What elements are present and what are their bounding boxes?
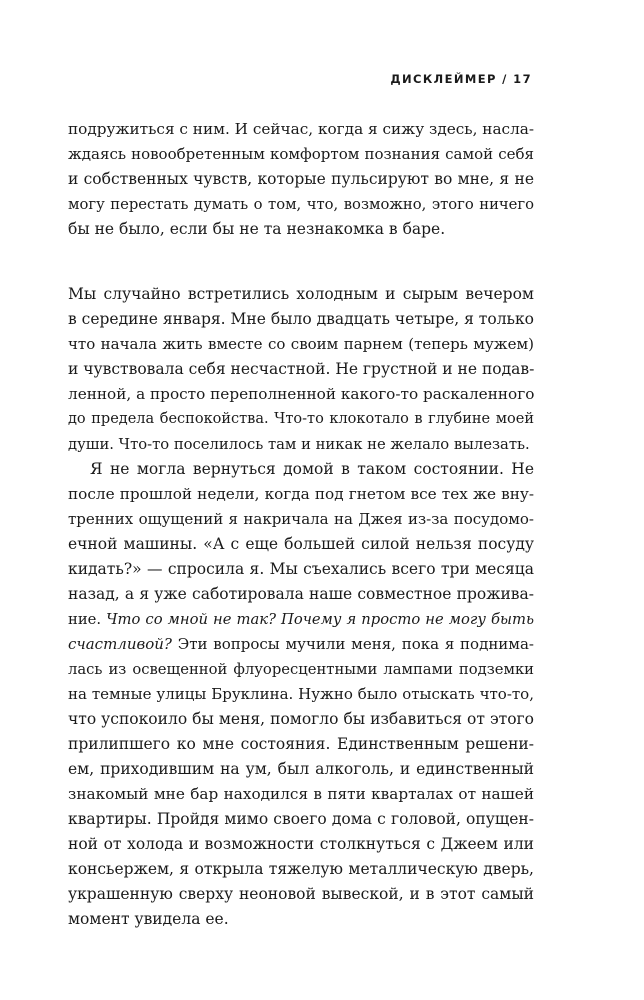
text-line: квартиры. Пройдя мимо своего дома с головой, опущен- [68,810,534,828]
text-line: в середине января. Мне было двадцать четыре, я только [68,310,534,328]
plain-text: ние. [68,611,107,628]
text-line: души. Что-то поселилось там и никак не желало вылезать. [68,436,530,453]
text-line: после прошлой недели, когда под гнетом все тех же вну- [68,485,534,503]
text-line: ем, приходившим на ум, был алкоголь, и единственный [68,760,534,778]
text-line: лась из освещенной флуоресцентными лампами подземки [68,661,534,678]
text-line: момент увидела ее. [68,910,229,928]
text-line: бы не было, если бы не та незнакомка в баре. [68,220,446,238]
text-line: могу перестать думать о том, что, возможно, этого ничего [68,196,534,213]
text-line: ечной машины. «А с еще большей силой нельзя посуду [68,535,534,553]
paragraph-continuation [68,117,534,242]
text-line: тренних ощущений я накричала на Джея из-за посудомо- [68,510,534,528]
text-line: и собственных чувств, которые пульсируют во мне, я не [68,170,534,188]
text-line: назад, а я уже саботировала наше совместное прожива- [68,585,534,603]
section-body [68,282,534,932]
text-line: прилипшего ко мне состояния. Единственным решени- [68,735,534,753]
running-head: ДИСКЛЕЙМЕР / 17 [390,72,532,86]
text-line: на темные улицы Бруклина. Нужно было отыскать что-то, [68,685,534,703]
text-line: украшенную сверху неоновой вывеской, и в этот самый [68,885,534,903]
text-line: что успокоило бы меня, помогло бы избавиться от этого [68,710,534,728]
text-line: консьержем, я открыла тяжелую металлическую дверь, [68,860,534,878]
text-line: что начала жить вместе со своим парнем (теперь мужем) [68,335,534,353]
text-line: кидать?» — спросила я. Мы съехались всего три месяца [68,560,534,578]
text-line: знакомый мне бар находился в пяти кварталах от нашей [68,785,534,803]
text-line: ждаясь новообретенным комфортом познания самой себя [68,145,534,163]
text-line: Мы случайно встретились холодным и сырым вечером [68,285,534,303]
text-line: ленной, а просто переполненной какого-то раскаленного [68,385,534,403]
text-line [68,632,534,657]
plain-text: Эти вопросы мучили меня, пока я поднима- [171,635,534,653]
text-line: до предела беспокойства. Что-то клокотало в глубине моей [68,411,534,427]
text-line [68,607,534,632]
text-line: Я не могла вернуться домой в таком состоянии. Не [90,460,534,478]
italic-text: Что со мной не так? Почему я просто не могу быть [106,611,534,628]
italic-text: счастливой? [68,635,172,653]
text-line: и чувствовала себя несчастной. Не грустной и не подав- [68,360,534,378]
text-line: подружиться с ним. И сейчас, когда я сижу здесь, насла- [68,120,534,138]
text-line: ной от холода и возможности столкнуться с Джеем или [68,835,534,853]
